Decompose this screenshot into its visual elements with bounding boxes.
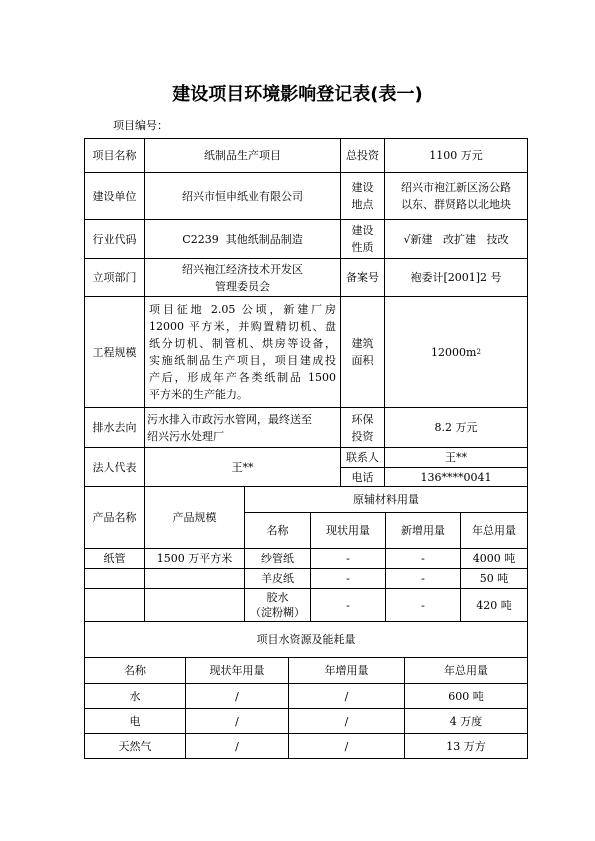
nature-label-line2: 性质 [351,241,374,254]
nature-label [341,220,384,258]
drain-value [147,408,339,447]
material-current: - [346,572,350,585]
record-value: 袍委计[2001]2 号 [410,271,502,284]
area-label [341,297,384,407]
site-label-line2: 地点 [351,198,374,211]
resource-name: 天然气 [118,739,152,753]
materials-group-label: 原辅材料用量 [353,493,419,506]
env-invest-value: 8.2 万元 [434,421,478,434]
site-label [341,173,384,219]
material-name [245,589,310,621]
area-value: 12000m 2 [431,345,481,359]
material-new: - [421,552,425,565]
resource-name: 电 [129,714,141,728]
project-name-value: 纸制品生产项目 [204,149,281,162]
resource-total: 4 万度 [449,714,483,728]
nature-value: √新建 改扩建 技改 [403,232,509,246]
phone-value: 136****0041 [420,470,492,484]
water-header-current: 现状年用量 [209,664,265,677]
industry-value: C2239 其他纸制品制造 [182,232,303,246]
dept-value-line2: 管理委员会 [215,279,270,293]
area-label-line2: 面积 [351,354,374,367]
builder-label: 建设单位 [92,189,137,203]
materials-header-new: 新增用量 [401,524,445,537]
record-label: 备案号 [346,271,379,284]
scale-line: 项目征地 2.05 公顷，新建厂房 [149,303,336,316]
total-invest-label: 总投资 [346,149,379,162]
legal-value: 王** [231,460,254,474]
site-value-line2: 以东、群贤路以北地块 [401,198,511,211]
water-header-new: 年增用量 [324,664,369,677]
dept-value [145,259,340,296]
materials-header-total: 年总用量 [472,524,516,537]
material-new: - [421,598,425,612]
product-name-label: 产品名称 [92,511,137,524]
nature-label-line1: 建设 [351,224,374,237]
material-total: 4000 吨 [472,552,516,565]
material-total: 50 吨 [479,572,509,585]
area-label-line1: 建筑 [351,337,374,350]
material-current: - [346,598,350,612]
project-name-label: 项目名称 [92,149,137,162]
site-value-line1: 绍兴市袍江新区汤公路 [401,181,511,194]
scale-line: 纸分切机、制管机、烘房等设备， [149,337,336,350]
env-invest-label-line2: 投资 [351,429,374,443]
total-invest-value: 1100 万元 [429,149,483,162]
phone-label: 电话 [351,470,374,484]
material-new: - [421,572,425,585]
resource-new: / [344,739,349,753]
project-number-label: 项目编号： [113,119,168,132]
material-name-line1: 胶水 [266,591,289,604]
resource-current: / [235,689,239,703]
industry-label: 行业代码 [92,232,137,246]
resource-current: / [235,739,239,753]
material-name: 羊皮纸 [261,572,294,585]
builder-value: 绍兴市恒申纸业有限公司 [182,189,303,203]
site-value [385,173,527,219]
resource-name: 水 [129,689,141,703]
site-label-line1: 建设 [351,181,374,194]
material-current: - [346,552,350,565]
product-spec-value: 1500 万平方米 [156,552,233,565]
contact-value: 王** [445,451,467,464]
drain-line2: 绍兴污水处理厂 [147,429,224,443]
env-invest-label [341,408,384,447]
materials-header-current: 现状用量 [326,524,370,537]
resource-total: 600 吨 [448,689,484,703]
resource-total: 13 万方 [446,739,486,753]
drain-label: 排水去向 [92,421,137,434]
dept-value-line1: 绍兴袍江经济技术开发区 [182,262,303,276]
area-number: 12000m [431,345,477,359]
contact-label: 联系人 [346,451,379,464]
product-spec-label: 产品规模 [172,511,217,524]
resource-new: / [344,689,349,703]
material-name: 纱管纸 [261,552,294,565]
dept-label: 立项部门 [92,271,137,284]
resource-current: / [235,714,239,728]
document-title: 建设项目环境影响登记表(表一) [172,84,423,105]
drain-line1: 污水排入市政污水管网，最终送至 [147,412,312,426]
scale-line: 产后，形成年产各类纸制品 1500 [149,371,336,384]
product-name-value: 纸管 [103,552,126,565]
material-total: 420 吨 [476,598,512,612]
scale-line: 实施纸制品生产项目，项目建成投 [149,354,336,367]
water-header-total: 年总用量 [444,664,488,677]
resource-new: / [344,714,349,728]
scale-value [149,297,336,407]
material-name-line2: （淀粉糊） [250,606,305,619]
scale-label: 工程规模 [92,345,137,359]
scale-line: 平方米的生产能力。 [149,388,248,401]
legal-label: 法人代表 [92,460,137,474]
water-section-label: 项目水资源及能耗量 [256,633,356,646]
env-invest-label-line1: 环保 [351,412,374,426]
scale-line: 12000 平方米，并购置精切机、盘 [149,320,336,333]
water-header-name: 名称 [124,664,146,677]
materials-header-name: 名称 [266,524,289,537]
